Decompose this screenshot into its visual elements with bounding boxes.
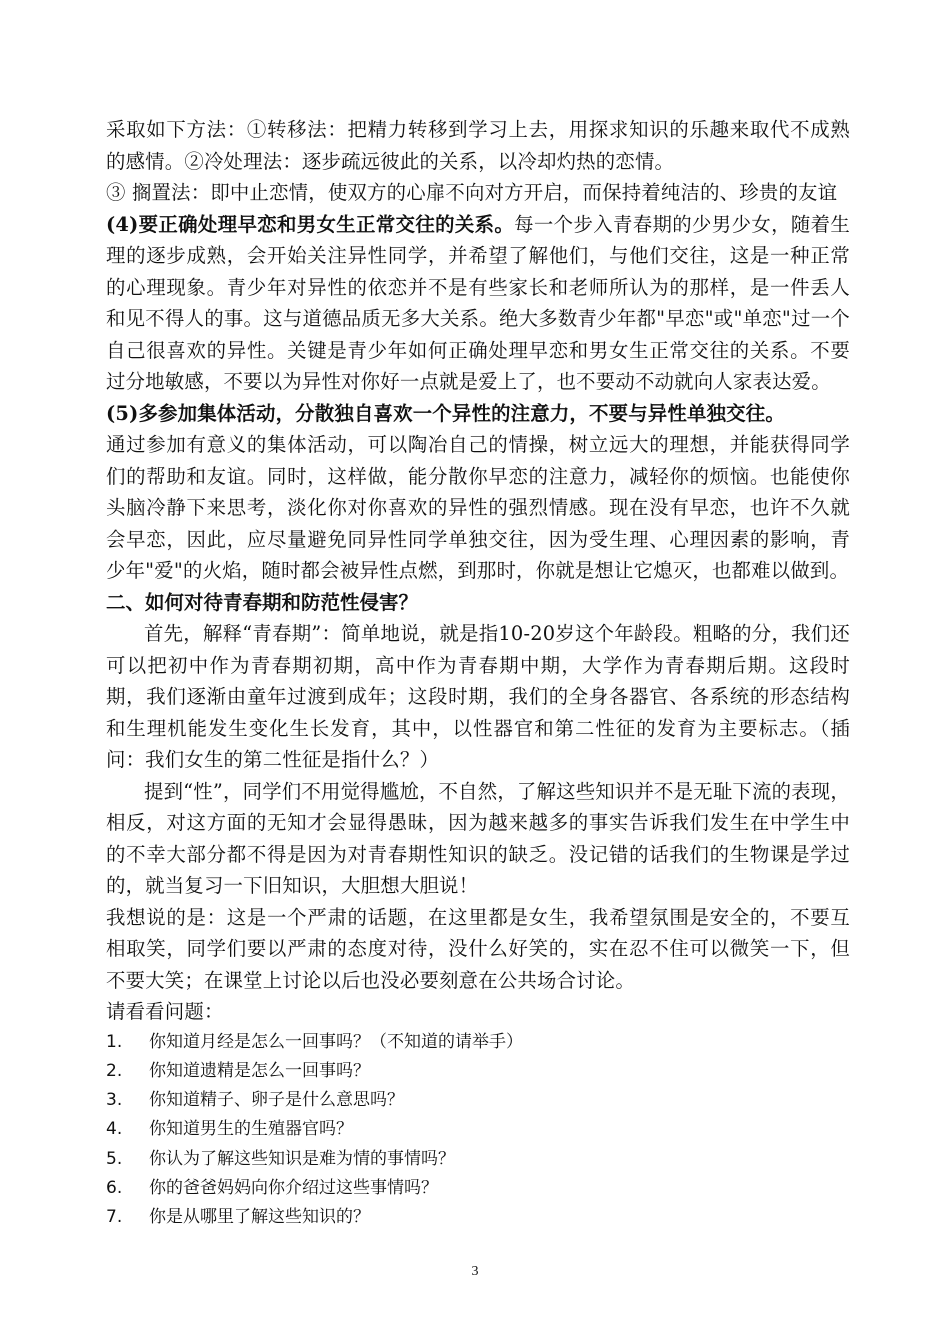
list-item [106,1115,850,1144]
point-5-text: 通过参加有意义的集体活动，可以陶冶自己的情操，树立远大的理想，并能获得同学们的帮助和友谊。同时，这样做，能分散你早恋的注意力，减轻你的烦恼。也能使你头脑冷静下来思考，淡化你对你喜欢的异性的强烈情感。现在没有早恋，也许不久就会早恋，因此，应尽量避免同异性同学单独交往，因为受生理、心理因素的影响，青少年"爱"的火焰，随时都会被异性点燃，到那时，你就是想让它熄灭，也都难以做到。 [106,433,850,582]
list-item [106,1203,850,1232]
question-text: 你知道精子、卵子是什么意思吗？ [149,1090,404,1111]
document-body [106,114,850,1233]
question-number: 5. [106,1148,123,1169]
question-number: 2. [106,1060,123,1081]
point-4-paragraph [106,209,850,398]
questions-intro: 请看看问题： [106,1000,224,1023]
point-4-text: 每一个步入青春期的少男少女，随着生理的逐步成熟，会开始关注异性同学，并希望了解他们，与他们交往，这是一种正常的心理现象。青少年对异性的依恋并不是有些家长和老师所认为的那样，是一件丢人和见不得人的事。这与道德品质无多大关系。绝大多数青少年都"早恋"或"单恋"过一个自己很喜欢的异性。关键是青少年如何正确处理早恋和男女生正常交往的关系。不要过分地敏感，不要以为异性对你好一点就是爱上了，也不要动不动就向人家表达爱。 [106,212,850,393]
question-text: 你认为了解这些知识是难为情的事情吗？ [149,1148,455,1169]
shelve-method-paragraph: ③ 搁置法：即中止恋情，使双方的心扉不向对方开启，而保持着纯洁的、珍贵的友谊 [106,181,838,204]
point-4-heading: (4)要正确处理早恋和男女生正常交往的关系。 [106,212,515,236]
question-number: 3. [106,1090,123,1111]
sex-topic-paragraph: 提到“性”，同学们不用觉得尴尬，不自然，了解这些知识并不是无耻下流的表现，相反，对这方面的无知才会显得愚昧，因为越来越多的事实告诉我们发生在中学生中的不幸大部分都不得是因为对青春期性知识的缺乏。没记错的话我们的生物课是学过的，就当复习一下旧知识，大胆想大胆说！ [106,779,850,897]
list-item [106,1174,850,1203]
list-item [106,1028,850,1057]
questions-list [106,1028,850,1233]
section-heading: 二、如何对待青春期和防范性侵害？ [106,590,419,614]
serious-paragraph: 我想说的是：这是一个严肃的话题，在这里都是女生，我希望氛围是安全的，不要互相取笑，同学们要以严肃的态度对待，没什么好笑的，实在忍不住可以微笑一下，但不要大笑；在课堂上讨论以后也没必要刻意在公共场合讨论。 [106,905,850,992]
list-item [106,1057,850,1086]
question-number: 7. [106,1207,123,1228]
question-text: 你的爸爸妈妈向你介绍过这些事情吗？ [149,1177,438,1198]
question-text: 你是从哪里了解这些知识的？ [149,1207,370,1228]
question-text: 你知道月经是怎么一回事吗？（不知道的请举手） [149,1031,523,1052]
list-item [106,1086,850,1115]
question-text: 你知道遗精是怎么一回事吗？ [149,1060,370,1081]
methods-paragraph: 采取如下方法：①转移法：把精力转移到学习上去，用探求知识的乐趣来取代不成熟的感情。②冷处理法：逐步疏远彼此的关系，以冷却灼热的恋情。 [106,118,850,173]
question-number: 4. [106,1119,123,1140]
puberty-paragraph: 首先，解释“青春期”：简单地说，就是指10-20岁这个年龄段。粗略的分，我们还可以把初中作为青春期初期，高中作为青春期中期，大学作为青春期后期。这段时期，我们逐渐由童年过渡到成年；这段时期，我们的全身各器官、各系统的形态结构和生理机能发生变化生长发育，其中，以性器官和第二性征的发育为主要标志。（插问：我们女生的第二性征是指什么？） [106,622,850,771]
list-item [106,1145,850,1174]
question-number: 6. [106,1177,123,1198]
question-number: 1. [106,1031,123,1052]
point-5-heading: (5)多参加集体活动，分散独自喜欢一个异性的注意力，不要与异性单独交往。 [106,401,785,425]
page-number: 3 [471,1264,479,1279]
question-text: 你知道男生的生殖器官吗？ [149,1119,353,1140]
